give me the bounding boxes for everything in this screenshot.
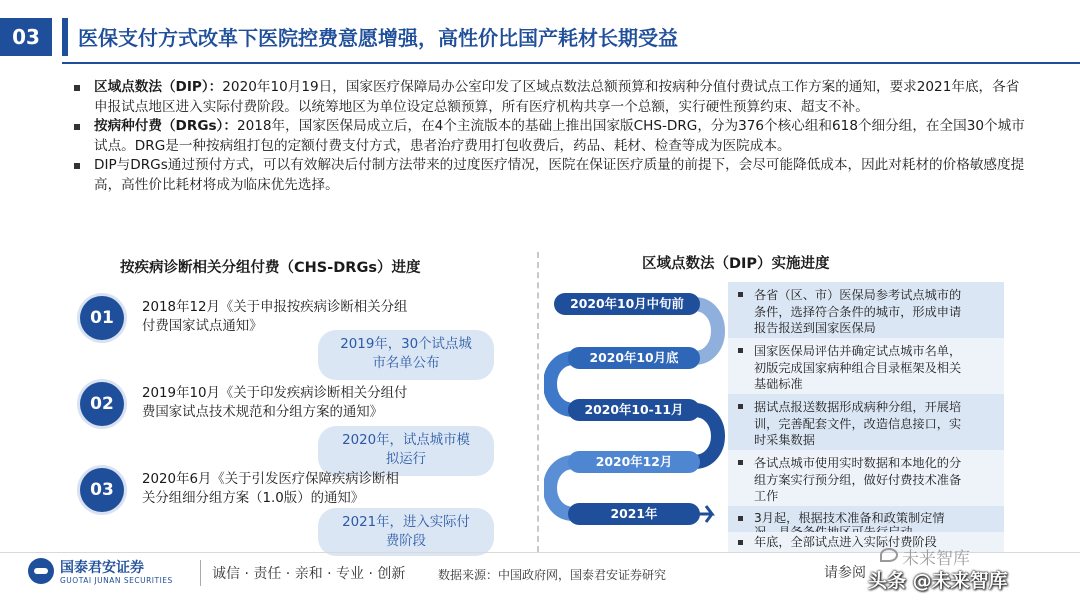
stage-label-4: 2020年12月 <box>595 454 673 469</box>
step-3-line1: 2020年6月《关于引发医疗保障疾病诊断相 <box>142 472 399 487</box>
section-number-badge: 03 <box>0 18 52 56</box>
bullet-square-icon <box>74 85 80 91</box>
section-divider <box>537 252 539 552</box>
step-2-line2: 费国家试点技术规范和分组方案的通知》 <box>142 405 384 420</box>
step-2-milestone <box>318 426 494 476</box>
company-name: 国泰君安证券 <box>60 560 144 576</box>
step-2-line1: 2019年10月《关于印发疾病诊断相关分组付 <box>142 386 408 401</box>
step-1-line2: 付费国家试点通知》 <box>142 319 263 334</box>
bullet-square-icon <box>74 163 80 169</box>
stage-label-2: 2020年10月底 <box>589 350 679 365</box>
note-4-line1: 各试点城市使用实时数据和本地化的分 <box>754 456 962 470</box>
bullet-drgs <box>72 117 1032 156</box>
note-3-line2: 训，完善配套文件，改造信息接口，实 <box>754 416 962 431</box>
bullet-lead: 区域点数法（DIP）： <box>94 79 223 95</box>
watermark-top: 未来智库 <box>902 549 970 569</box>
header-accent-bar <box>62 18 68 56</box>
page-title: 医保支付方式改革下医院控费意愿增强，高性价比国产耗材长期受益 <box>78 26 678 50</box>
step-1-line1: 2018年12月《关于申报按疾病诊断相关分组 <box>142 300 408 315</box>
footer-separator <box>200 560 201 586</box>
spiral-loop-1 <box>694 304 718 358</box>
dip-note-4 <box>728 450 1004 506</box>
spiral-loop-4 <box>550 462 574 514</box>
dip-timeline-spiral <box>544 282 726 550</box>
step-3-line2: 关分组细分组方案（1.0版）的通知》 <box>142 491 365 506</box>
stage-label-3: 2020年10-11月 <box>584 402 684 417</box>
spiral-loop-2 <box>550 358 574 410</box>
company-name-en: GUOTAI JUNAN SECURITIES <box>60 576 173 585</box>
note-square-icon <box>738 516 743 521</box>
step-2-text <box>142 384 472 422</box>
step-3-milestone-line1: 2021年，进入实际付 <box>342 515 470 530</box>
title-underline <box>62 62 1080 64</box>
note-4-line3: 工作 <box>754 489 779 503</box>
data-source: 数据来源：中国政府网，国泰君安证券研究 <box>438 568 667 582</box>
step-1-milestone <box>318 330 494 380</box>
note-4-line2: 组方案实行预分组，做好付费技术准备 <box>754 472 962 487</box>
header <box>0 0 1080 70</box>
note-5-line1: 3月起，根据技术准备和政策制定情 <box>754 511 945 525</box>
step-number-02: 02 <box>80 382 124 426</box>
note-square-icon <box>738 404 743 409</box>
bullet-dip <box>72 78 1032 117</box>
watermark-bubble-icon <box>880 548 898 562</box>
dip-progress-title: 区域点数法（DIP）实施进度 <box>642 256 830 272</box>
step-3-milestone-line2: 费阶段 <box>385 534 427 549</box>
step-3-milestone <box>318 508 494 556</box>
note-square-icon <box>738 348 743 353</box>
note-1-line3: 报告报送到国家医保局 <box>754 321 876 335</box>
note-1-line2: 条件，选择符合条件的城市，形成申请 <box>754 304 962 319</box>
stage-label-5: 2021年 <box>610 506 658 521</box>
summary-bullets <box>72 78 1032 195</box>
note-square-icon <box>738 540 743 545</box>
bullet-lead: 按病种付费（DRGs）： <box>94 118 237 134</box>
note-3-line3: 时采集数据 <box>754 433 815 447</box>
bullet-text: 2020年10月19日，国家医疗保障局办公室印发了区域点数法总额预算和按病种分值付费试点工作方案的通知，要求2021年底，各省申报试点地区进入实际付费阶段。以统筹地区为单位设定总额预算，所有医疗机构共享一个总额，实行硬性预算约束、超支不补。 <box>94 79 1020 115</box>
step-number-01: 01 <box>80 296 124 340</box>
watermark: 头条 @未来智库 <box>868 570 1008 592</box>
note-square-icon <box>738 292 743 297</box>
bullet-text: 2018年，国家医保局成立后，在4个主流版本的基础上推出国家版CHS-DRG，分为376个核心组和618个细分组，在全国30个城市试点。DRG是一种按病组打包的定额付费支付方式，患者治疗费用打包收费后，药品、耗材、检查等成为医院成本。 <box>94 118 1025 154</box>
step-1-milestone-line1: 2019年，30个试点城 <box>340 337 472 352</box>
note-square-icon <box>738 460 743 465</box>
bullet-text: DIP与DRGs通过预付方式，可以有效解决后付制方法带来的过度医疗情况，医院在保证医疗质量的前提下，会尽可能降低成本，因此对耗材的价格敏感度提高，高性价比耗材将成为临床优先选择。 <box>94 157 1025 193</box>
company-motto: 诚信 · 责任 · 亲和 · 专业 · 创新 <box>212 566 406 582</box>
disclaimer-link[interactable]: 请参阅 <box>824 565 866 581</box>
note-1-line1: 各省（区、市）医保局参考试点城市的 <box>754 288 962 302</box>
dip-note-2 <box>728 338 1004 394</box>
note-2-line1: 国家医保局评估并确定试点城市名单， <box>754 344 962 358</box>
step-2-milestone-line1: 2020年，试点城市模 <box>342 433 470 448</box>
step-2-milestone-line2: 拟运行 <box>385 452 427 467</box>
company-logo-icon <box>28 558 54 584</box>
step-3-text <box>142 470 472 508</box>
note-3-line1: 据试点报送数据形成病种分组，开展培 <box>754 400 962 414</box>
drgs-progress-title: 按疾病诊断相关分组付费（CHS-DRGs）进度 <box>120 260 421 276</box>
spiral-loop-3 <box>694 410 718 462</box>
stage-label-1: 2020年10月中旬前 <box>570 296 684 311</box>
step-1-milestone-line2: 市名单公布 <box>372 356 440 371</box>
dip-note-3 <box>728 394 1004 450</box>
note-2-line2: 初版完成国家病种组合目录框架及相关 <box>754 360 962 375</box>
step-number-03: 03 <box>80 468 124 512</box>
note-2-line3: 基础标准 <box>754 377 803 391</box>
bullet-prepay <box>72 156 1032 195</box>
note-6-line1: 年底，全部试点进入实际付费阶段 <box>754 535 937 549</box>
bullet-square-icon <box>74 124 80 130</box>
dip-note-1 <box>728 282 1004 338</box>
